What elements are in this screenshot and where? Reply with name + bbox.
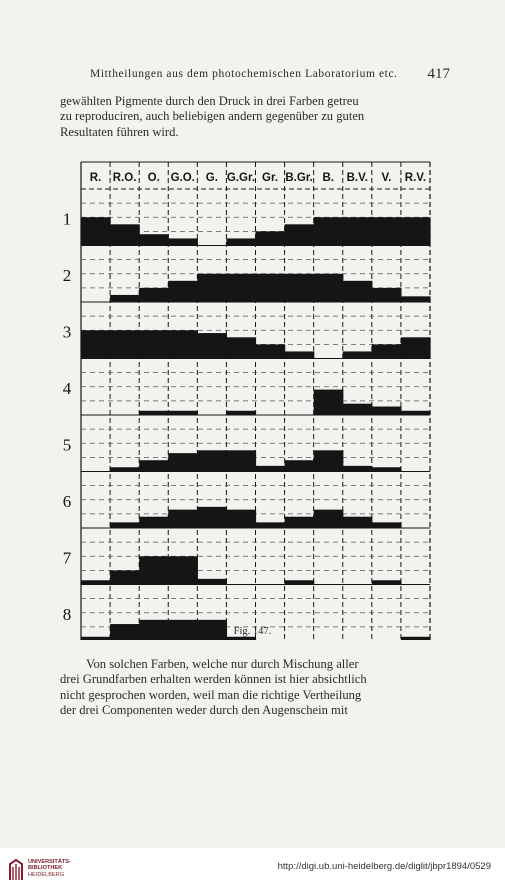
absorption-bar (256, 344, 286, 358)
row-label: 1 (62, 209, 72, 229)
absorption-bar (343, 466, 373, 472)
text-line: der drei Componenten weder durch den Augenschein mit (60, 703, 348, 718)
absorption-bar (139, 460, 169, 471)
absorption-bar (168, 453, 198, 471)
absorption-bar (110, 570, 140, 584)
absorption-bar (139, 288, 169, 302)
column-label: R. (89, 172, 102, 184)
absorption-bar (110, 224, 140, 245)
absorption-bar (372, 522, 402, 528)
absorption-bar (81, 217, 111, 245)
absorption-bar (197, 507, 227, 528)
column-label: B.V. (346, 172, 368, 184)
paragraph-bottom (60, 657, 438, 719)
absorption-bar (168, 510, 198, 528)
text-line: zu reproduciren, auch beliebigen andern gegenüber zu guten (60, 109, 365, 124)
absorption-bar (285, 460, 315, 471)
absorption-bar (401, 217, 431, 245)
absorption-bar (139, 234, 169, 245)
absorption-bar (110, 330, 140, 358)
text-line: Resultaten führen wird. (60, 124, 179, 139)
absorption-bar (314, 274, 344, 302)
absorption-bar (226, 274, 256, 302)
absorption-bar (343, 517, 373, 528)
row-label: 6 (62, 491, 72, 511)
absorption-bar (81, 330, 111, 358)
absorption-bar (372, 467, 402, 471)
absorption-bar (197, 333, 227, 358)
absorption-bar (139, 517, 169, 528)
row-label: 5 (62, 435, 72, 455)
row-label: 7 (62, 548, 72, 568)
figure-caption: Fig. 147. (233, 626, 272, 637)
absorption-bar (197, 450, 227, 471)
absorption-bar (401, 637, 431, 640)
absorption-bar (401, 337, 431, 358)
absorption-bar (285, 274, 315, 302)
absorption-bar (110, 295, 140, 302)
absorption-bar (168, 330, 198, 358)
absorption-bar (139, 411, 169, 415)
absorption-bar (314, 510, 344, 528)
absorption-bar (314, 390, 344, 415)
absorption-bar (226, 337, 256, 358)
absorption-bar (197, 274, 227, 302)
library-name-line: HEIDELBERG (28, 871, 65, 878)
column-label: B. (322, 172, 334, 184)
absorption-bar (110, 522, 140, 528)
text-line: drei Grundfarben erhalten werden können ist hier absichtlich (60, 672, 367, 687)
library-name (28, 859, 71, 878)
absorption-bar (226, 450, 256, 471)
absorption-bar (372, 344, 402, 358)
column-label: Gr. (262, 172, 279, 184)
absorption-bar (226, 238, 256, 245)
absorption-bar (256, 522, 286, 528)
column-label: G.O. (170, 172, 195, 184)
row-label: 3 (62, 322, 72, 342)
library-logo-icon (7, 858, 25, 882)
absorption-bar (372, 217, 402, 245)
absorption-bar (139, 330, 169, 358)
absorption-bar (285, 580, 315, 584)
absorption-bar (226, 510, 256, 528)
absorption-bar (372, 407, 402, 415)
absorption-bar (285, 351, 315, 358)
absorption-bar (256, 231, 286, 245)
row-label: 8 (62, 604, 72, 624)
absorption-bar (256, 466, 286, 472)
absorption-bar (168, 556, 198, 584)
library-name-line: BIBLIOTHEK (28, 865, 63, 872)
absorption-bar (226, 411, 256, 415)
absorption-bar (256, 274, 286, 302)
text-line: gewählten Pigmente durch den Druck in drei Farben getreu (60, 94, 359, 108)
column-label: G.Gr. (226, 172, 256, 184)
text-line: nicht gesprochen worden, weil man die richtige Vertheilung (60, 687, 362, 702)
column-label: B.Gr. (285, 172, 313, 184)
absorption-bar (314, 217, 344, 245)
absorption-bar (285, 517, 315, 528)
absorption-bar (343, 217, 373, 245)
library-name-line: UNIVERSITÄTS- (28, 859, 71, 865)
absorption-bar (168, 411, 198, 415)
absorption-bar (168, 238, 198, 245)
running-title: Mittheilungen aus dem photochemischen Laboratorium etc. (90, 68, 398, 80)
absorption-bar (372, 288, 402, 302)
text-line: Von solchen Farben, welche nur durch Mischung aller (86, 657, 359, 671)
absorption-bar (139, 556, 169, 584)
absorption-bar (343, 404, 373, 415)
absorption-bar (314, 450, 344, 471)
absorption-bar (372, 580, 402, 584)
source-url-link[interactable]: http://digi.ub.uni-heidelberg.de/diglit/jbpr1894/0529 (277, 861, 491, 872)
column-label: V. (381, 172, 392, 184)
absorption-bar (110, 467, 140, 471)
absorption-bar (226, 637, 256, 640)
absorption-bar (401, 296, 431, 302)
absorption-bar (285, 224, 315, 245)
row-label: 2 (62, 265, 72, 285)
absorption-bar (197, 579, 227, 585)
column-label: G. (205, 172, 218, 184)
column-label: R.O. (112, 172, 137, 184)
absorption-bar (343, 351, 373, 358)
row-label: 4 (62, 378, 72, 398)
absorption-bar (343, 281, 373, 302)
page-number: 417 (427, 66, 450, 82)
column-label: R.V. (404, 172, 427, 184)
absorption-bar (81, 580, 111, 584)
absorption-bar (168, 281, 198, 302)
absorption-bar (401, 411, 431, 415)
column-label: O. (147, 172, 160, 184)
absorption-bar (81, 637, 111, 640)
